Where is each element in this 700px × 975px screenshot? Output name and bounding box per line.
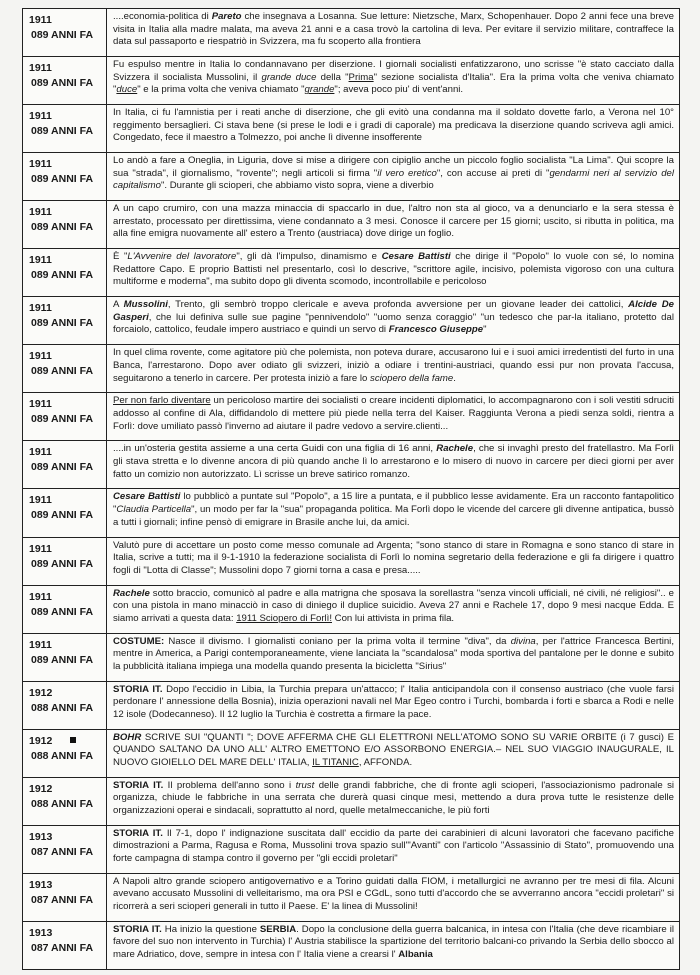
entry-text: È "L'Avvenire del lavoratore", gli dà l'impulso, dinamismo e Cesare Battisti che dirige il "Popolo" lo vuole con sé, lo nomina Redattore Capo. E proprio Battisti nel presentarlo, così lo descrive, "scrittore agile, incisivo, polemista vigoroso con una cultura multiforme e moderna", ma subito dopo gli diventa scomodo, incontrollabile e pericoloso <box>113 251 674 288</box>
years-ago-label: 089 ANNI FA <box>31 509 94 522</box>
table-row <box>23 345 679 393</box>
year-label: 1911 <box>29 254 52 267</box>
entry-text: STORIA IT. Il problema dell'anno sono i trust delle grandi fabbriche, che di fronte agli scioperi, l'associazionismo padronale si organizza, chiude le fabbriche in una serrata che durerà quasi cinque mesi, mettendo a dura prova tutte le resistenze delle organizzazioni operai e sindacali, soprattutto al nord, quelle metalmeccaniche, le più forti <box>113 779 674 816</box>
entry-text: A Napoli altro grande sciopero antigovernativo e a Torino guidati dalla FIOM, i metallurgici ne avranno per tre mesi di fila. Alcuni avevano accusato Mussolini di velleitarismo, ma ora PSI e CGdL, sono tutti d'accordo che se avverranno ancora "eccidi proletari" si ricorrerà a seri scioperi generali in tutto il Paese. E' la linea di Mussolini! <box>113 875 674 913</box>
date-cell <box>23 441 107 488</box>
years-ago-label: 089 ANNI FA <box>31 605 94 618</box>
year-label: 1911 <box>29 14 52 26</box>
date-cell <box>23 297 107 344</box>
years-ago-label: 089 ANNI FA <box>31 461 94 474</box>
years-ago-label: 089 ANNI FA <box>31 173 94 186</box>
entry-text: STORIA IT. Il 7-1, dopo l' indignazione suscitata dall' eccidio da parte dei carabinieri di alcuni lavoratori che facevano pacifiche dimostrazioni a Parma, Ragusa e Roma, Mussolini trova spazio sull'"Avanti" con l'articolo "Assassinio di Stato", promuovendo una forte campagna di stampa contro il governo per "gli eccidi proletari" <box>113 827 674 864</box>
table-row <box>23 297 679 345</box>
year-label: 1911 <box>29 590 52 603</box>
entry-text: STORIA IT. Ha inizio la questione SERBIA. Dopo la conclusione della guerra balcanica, in intesa con l'Italia (che deve ricambiare il favore del suo non intervento in Turchia) l' Austria stabilisce la spartizione del territorio balcani-co privando la Serbia dello sbocco al mare Adriatico, dove, sempre in intesa con l' Italia viene a crearsi l' Albania <box>113 923 675 961</box>
table-row <box>23 922 679 969</box>
year-label: 1911 <box>29 302 52 315</box>
date-cell <box>23 57 107 104</box>
date-cell <box>23 586 107 633</box>
entry-text: In Italia, ci fu l'amnistia per i reati anche di diserzione, che gli evitò una condanna ma il soldato dovette farlo, a Verona nel 10° reggimento bersaglieri. Ci stava bene (si prese le lodi e i gradi di caporale) ma predicava la diserzione quando scriveva agli amici. Congedato, fece il maestro a Tolmezzo, poi anche lì divenne insofferente <box>113 107 674 144</box>
square-bullet-icon <box>70 737 76 743</box>
date-cell <box>23 634 107 681</box>
entry-text: ....in un'osteria gestita assieme a una certa Guidi con una figlia di 16 anni, Rachele, che si invaghì presto del fratellastro. Ma Forlì gli stava stretta e lo divenne ancora di più quando anche lì lo arrestarono e lo misero di nuovo in carcere per dieci giorni per aver fatto un comizio non autorizzato. Lì scrisse un breve satirico romanzo. <box>113 443 674 480</box>
table-row <box>23 489 679 537</box>
table-row <box>23 682 679 730</box>
date-cell <box>23 826 107 873</box>
entry-text: BOHR SCRIVE SUI "QUANTI "; DOVE AFFERMA CHE GLI ELETTRONI NELL'ATOMO SONO SU VARIE ORBITE (i 7 gusci) E QUANDO SALTANO DA UNO ALL' ALTRO EMETTONO E/O ASSORBONO ENERGIA.– NEL SUO VIAGGIO INAUGURALE, IL NUOVO GIOIELLO DEL MARE DELL' ITALIA, IL TITANIC, AFFONDA. <box>113 731 674 768</box>
years-ago-label: 087 ANNI FA <box>31 845 94 858</box>
year-label: 1913 <box>29 830 53 843</box>
table-row <box>23 634 679 682</box>
entry-text: Rachele sotto braccio, comunicò al padre e alla matrigna che sposava la sorellastra "senza vincoli ufficiali, né civili, né religiosi".. e con una pistola in mano minacciò in caso di diniego il duplice suicidio. Aveva 27 anni e Rachele 17, dopo 9 mesi nacque Edda. E siamo arrivati a questa data: 1911 Sciopero di Forlì! Con lui attivista in prima fila. <box>113 587 674 624</box>
year-label: 1911 <box>29 350 52 363</box>
entry-text: Valutò pure di accettare un posto come messo comunale ad Argenta; "sono stanco di stare in Romagna e sono stanco di stare in Italia, scrive a tutti; ma il 9-1-1910 la federazione socialista di Forlì lo nomina segretario della federazione e gli fa dirigere i quattro fogli di "Lotta di Classe"; Mussolini dopo 7 giorni torna a casa e presa..... <box>113 539 674 576</box>
year-label: 1911 <box>29 638 52 651</box>
table-row <box>23 730 679 778</box>
entry-text: Per non farlo diventare un pericoloso martire dei socialisti o creare incidenti diplomatici, lo accompagnarono con i soli vestiti sdruciti addosso al confine di Ala, diffidandolo di mettere più piede nella terra del Kaiser. Raggiunta Verona a piedi senza soldi, rientra a Forlì: dove umiliato passò l'inverno ad aiutare il padre vedovo a servire.clienti... <box>113 395 674 432</box>
year-label: 1911 <box>29 110 52 123</box>
entry-text: COSTUME: Nasce il divismo. I giornalisti coniano per la prima volta il termine "diva", da divina, per l'attrice Francesca Bertini, mentre in America, a Parigi contemporaneamente, viene lanciata la "scandalosa" moda sportiva del pantalone per le donne e subito la pubblicità italiana impiega una modella quando presenta la bicicletta "Sirius" <box>113 635 674 672</box>
years-ago-label: 089 ANNI FA <box>31 413 94 426</box>
years-ago-label: 089 ANNI FA <box>31 77 94 90</box>
date-cell <box>23 249 107 296</box>
table-row <box>23 9 679 57</box>
year-label: 1911 <box>29 62 52 75</box>
years-ago-label: 088 ANNI FA <box>31 701 94 714</box>
table-row <box>23 826 679 874</box>
years-ago-label: 088 ANNI FA <box>31 749 94 762</box>
years-ago-label: 089 ANNI FA <box>31 221 94 234</box>
entry-text: Lo andò a fare a Oneglia, in Liguria, dove si mise a dirigere con cipiglio anche un piccolo foglio socialista "La Lima". Qui scopre la sua "strada", il giornalismo, "rovente"; negli articoli si firma "il vero eretico", con accuse ai preti di "gendarmi neri al servizio del capitalismo". Durante gli scioperi, che abbiamo visto sopra, viene a diverbio <box>113 155 674 192</box>
date-cell <box>23 201 107 248</box>
year-label: 1913 <box>29 926 53 939</box>
table-row <box>23 57 679 105</box>
table-row <box>23 153 679 201</box>
date-cell <box>23 393 107 440</box>
year-label: 1911 <box>29 206 52 219</box>
table-row <box>23 201 679 249</box>
years-ago-label: 089 ANNI FA <box>31 365 94 378</box>
table-row <box>23 105 679 153</box>
date-cell <box>23 778 107 825</box>
entry-text: A un capo crumiro, con una mazza minaccia di spaccarlo in due, l'altro non sta al gioco, va a denunciarlo e la sera stessa è arrestato, processato per direttissima, viene condannato a 3 mesi. Conosce il carcere per 15 giorni; uscito, si ributta in politica, ma alla fine emigra nuovamente all' estero a Trento (austriaca) dove dirige un foglio. <box>113 203 674 240</box>
year-label: 1912 <box>29 782 53 795</box>
years-ago-label: 088 ANNI FA <box>31 797 94 810</box>
entry-text: A Mussolini, Trento, gli sembrò troppo clericale e aveva profonda avversione per un giovane leader dei cattolici, Alcide De Gasperi, che lui definiva sulle sue pagine "pennivendolo" "uomo senza coraggio" "un tedesco che par-la italiano, protetto dal forcaiolo, cattolico, feudale impero austriaco e quindi un servo di Francesco Giuseppe" <box>113 299 674 336</box>
years-ago-label: 089 ANNI FA <box>31 653 94 666</box>
date-cell <box>23 730 107 777</box>
year-label: 1912 <box>29 686 53 699</box>
table-row <box>23 778 679 826</box>
entry-text: In quel clima rovente, come agitatore più che polemista, non poteva durare, accusarono lui e i suoi amici irredentisti del furto in una Banca, l'arrestarono. Dopo aver odiato gli svizzeri, iniziò a odiare i trentini-austriaci, quando essi pur non provata l'accusa, seguitarono a tenerlo in carcere. Per protesta iniziò a fare lo sciopero della fame. <box>113 347 674 384</box>
years-ago-label: 089 ANNI FA <box>31 317 94 330</box>
date-cell <box>23 489 107 536</box>
table-row <box>23 393 679 441</box>
date-cell <box>23 105 107 152</box>
entry-text: Cesare Battisti lo pubblicò a puntate sul "Popolo", a 15 lire a puntata, e il pubblico lesse avidamente. Era un racconto fantapolitico "Claudia Particella", un modo per far la "sua" propaganda politica. Ma Forlì dopo le vicende del carcere gli divenne antipatica, bussò a tutti i giornali; infine pensò di emigrare in Brasile anche lui, da amici. <box>113 491 675 528</box>
date-cell <box>23 538 107 585</box>
table-row <box>23 249 679 297</box>
years-ago-label: 087 ANNI FA <box>31 893 94 906</box>
date-cell <box>23 9 107 56</box>
entry-text: ....economia-politica di Pareto che insegnava a Losanna. Sue letture: Nietzsche, Marx, Schopenhauer. Dopo 2 anni fece una breve visita in Italia alla madre malata, ma aveva 21 anni e a casa trovò la cartolina di leva. Per evitare il servizio militare, contraffece la data sul passaporto e riespatriò in Svizzera, ma fu scoperto alla frontiera <box>113 11 674 48</box>
years-ago-label: 089 ANNI FA <box>31 125 94 138</box>
year-label: 1911 <box>29 542 52 555</box>
table-row <box>23 538 679 586</box>
years-ago-label: 087 ANNI FA <box>31 941 94 954</box>
year-label: 1911 <box>29 158 52 171</box>
year-label: 1911 <box>29 446 52 459</box>
year-label: 1912 <box>29 734 102 749</box>
date-cell <box>23 874 107 921</box>
years-ago-label: 089 ANNI FA <box>31 269 94 282</box>
table-row <box>23 874 679 922</box>
table-row <box>23 586 679 634</box>
year-label: 1913 <box>29 878 53 891</box>
date-cell <box>23 153 107 200</box>
year-label: 1911 <box>29 494 52 507</box>
year-label: 1911 <box>29 398 52 411</box>
date-cell <box>23 922 107 969</box>
entry-text: STORIA IT. Dopo l'eccidio in Libia, la Turchia prepara un'attacco; l' Italia anticipandola con il consenso austriaco (che vuole farsi perdonare l' annessione della Bosnia), inizia operazioni navali nel Mar Egeo contro i Turchi, bombarda i forti e sbarca a Rodi e nelle 12 isole (Dodecanneso). Il 12 luglio la Turchia è costretta a firmare la pace. <box>113 683 674 720</box>
date-cell <box>23 345 107 392</box>
years-ago-label: 089 ANNI FA <box>31 557 94 570</box>
date-cell <box>23 682 107 729</box>
years-ago-label: 089 ANNI FA <box>31 29 94 41</box>
entry-text: Fu espulso mentre in Italia lo condannavano per diserzione. I giornali socialisti enfatizzarono, uno scrisse "è stato cacciato dalla Svizzera il socialista Mussolini, il grande duce della "Prima" sezione socialista d'Italia". Era la prima volta che veniva chiamato "duce" e la prima volta che veniva chiamato "grande"; aveva poco piu' di vent'anni. <box>113 59 675 96</box>
table-row <box>23 441 679 489</box>
chronology-table <box>22 8 680 970</box>
